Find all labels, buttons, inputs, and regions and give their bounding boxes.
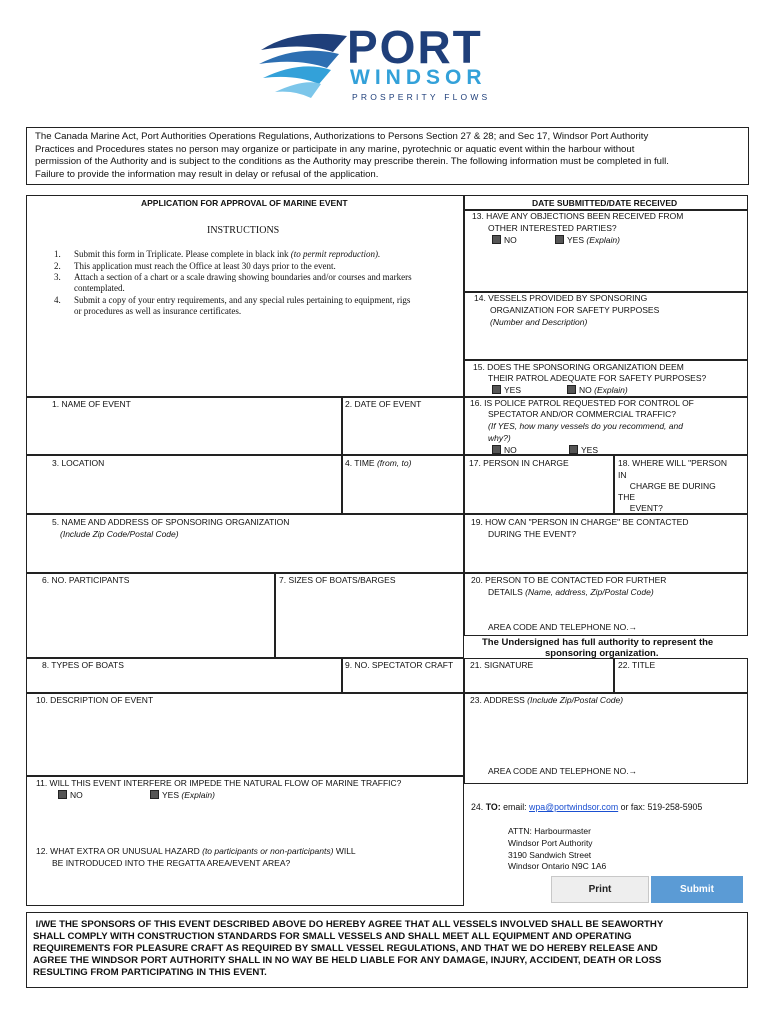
- f15-no-checkbox[interactable]: [567, 385, 576, 394]
- f11-no-option[interactable]: [58, 790, 83, 802]
- field-label: 2. DATE OF EVENT: [345, 399, 422, 409]
- field-label: [36, 846, 356, 858]
- f15-no-explain: (Explain): [594, 385, 628, 395]
- f13-no-option[interactable]: [492, 235, 517, 247]
- field-label: THE: [618, 492, 635, 502]
- field-label: 18. WHERE WILL "PERSON: [618, 458, 727, 468]
- instruction-text: Submit a copy of your entry requirements, and any special rules pertaining to equipment, rigs: [74, 295, 411, 305]
- declaration-line: RESULTING FROM PARTICIPATING IN THIS EVENT.: [33, 967, 267, 978]
- field-label-main: DETAILS: [488, 587, 526, 597]
- field-24-number: 24.: [471, 802, 486, 812]
- f13-yes-checkbox[interactable]: [555, 235, 564, 244]
- date-submitted-header: DATE SUBMITTED/DATE RECEIVED: [532, 198, 678, 208]
- f11-no-checkbox[interactable]: [58, 790, 67, 799]
- field-label-italic: (Name, address, Zip/Postal Code): [525, 587, 654, 597]
- logo-tagline: PROSPERITY FLOWS: [352, 92, 491, 102]
- f16-no-label: NO: [504, 445, 517, 455]
- f13-no-label: NO: [504, 235, 517, 245]
- field-label: CHARGE BE DURING: [618, 481, 716, 491]
- field-label: BE INTRODUCED INTO THE REGATTA AREA/EVENT AREA?: [52, 858, 291, 868]
- field-label: SPECTATOR AND/OR COMMERCIAL TRAFFIC?: [488, 409, 676, 419]
- field-label: DURING THE EVENT?: [488, 529, 577, 539]
- f15-yes-option[interactable]: [492, 385, 521, 397]
- instruction-num: 2.: [54, 261, 61, 271]
- field-label: ORGANIZATION FOR SAFETY PURPOSES: [490, 305, 660, 315]
- declaration-line: REQUIREMENTS FOR PLEASURE CRAFT AS REQUIRED BY SMALL VESSEL REGULATIONS, AND THAT WE DO HEREBY RELEASE AND: [33, 943, 658, 954]
- field-label-main: 12. WHAT EXTRA OR UNUSUAL HAZARD: [36, 846, 203, 856]
- instruction-text: or procedures as well as insurance certificates.: [74, 306, 242, 316]
- intro-line: permission of the Authority and is subject to the conditions as the Authority may prescribe therein. The following information must be completed in full.: [35, 156, 669, 168]
- intro-line: The Canada Marine Act, Port Authorities Operations Regulations, Authorizations to Persons Section 27 & 28; and Sec 17, Windsor Port Authority: [35, 131, 649, 142]
- f11-yes-option[interactable]: [150, 790, 215, 802]
- field-label: 10. DESCRIPTION OF EVENT: [36, 695, 154, 705]
- field-label: 9. NO. SPECTATOR CRAFT: [345, 660, 454, 670]
- instruction-text-italic: (to permit reproduction).: [290, 249, 381, 259]
- field-11-marine-traffic: [26, 776, 464, 906]
- instruction-num: 4.: [54, 295, 61, 305]
- field-label: 5. NAME AND ADDRESS OF SPONSORING ORGANIZATION: [52, 517, 290, 527]
- f11-yes-checkbox[interactable]: [150, 790, 159, 799]
- f13-yes-explain: (Explain): [586, 235, 620, 245]
- field-label: 13. HAVE ANY OBJECTIONS BEEN RECEIVED FROM: [472, 211, 684, 221]
- field-label-main: WILL: [333, 846, 356, 856]
- f13-yes-option[interactable]: [555, 235, 620, 247]
- f11-yes-explain: (Explain): [181, 790, 215, 800]
- address-line: Windsor Port Authority: [508, 838, 593, 848]
- f16-yes-checkbox[interactable]: [569, 445, 578, 454]
- field-label-main: 23. ADDRESS: [470, 695, 528, 705]
- address-line: Windsor Ontario N9C 1A6: [508, 861, 607, 871]
- email-link[interactable]: wpa@portwindsor.com: [529, 802, 619, 812]
- f15-yes-checkbox[interactable]: [492, 385, 501, 394]
- field-label: 19. HOW CAN "PERSON IN CHARGE" BE CONTACTED: [471, 517, 689, 527]
- field-label: THEIR PATROL ADEQUATE FOR SAFETY PURPOSES?: [488, 373, 707, 383]
- declaration-line: I/WE THE SPONSORS OF THIS EVENT DESCRIBED ABOVE DO HEREBY AGREE THAT ALL VESSELS INVOLVED SHALL BE SEAWORTHY: [33, 919, 664, 930]
- instruction-text-main: Submit this form in Triplicate. Please complete in black ink: [74, 249, 291, 259]
- email-label: email:: [500, 802, 530, 812]
- field-label: 14. VESSELS PROVIDED BY SPONSORING: [474, 293, 648, 303]
- f15-yes-label: YES: [504, 385, 522, 395]
- instruction-num: 3.: [54, 272, 61, 282]
- print-button[interactable]: Print: [551, 876, 649, 903]
- f15-no-label: NO: [579, 385, 595, 395]
- field-24-to: TO:: [485, 802, 501, 812]
- field-label: 8. TYPES OF BOATS: [42, 660, 124, 670]
- declaration-line: SHALL COMPLY WITH CONSTRUCTION STANDARDS FOR SMALL VESSELS AND SHALL MEET ALL EQUIPMENT AND OPERATING: [33, 931, 632, 942]
- field-label: 1. NAME OF EVENT: [52, 399, 131, 409]
- intro-line: Failure to provide the information may result in delay or refusal of the application.: [35, 168, 379, 180]
- authority-statement: The Undersigned has full authority to represent the: [482, 637, 714, 648]
- field-label: 16. IS POLICE PATROL REQUESTED FOR CONTROL OF: [470, 398, 694, 408]
- field-label: 21. SIGNATURE: [470, 660, 534, 670]
- f15-no-option[interactable]: [567, 385, 628, 397]
- field-label-italic: why?): [488, 433, 511, 443]
- instructions-title: INSTRUCTIONS: [207, 225, 280, 236]
- logo-word-windsor: WINDSOR: [350, 66, 487, 89]
- field-label: 15. DOES THE SPONSORING ORGANIZATION DEEM: [473, 362, 684, 372]
- f13-yes-label: YES: [567, 235, 587, 245]
- f13-no-checkbox[interactable]: [492, 235, 501, 244]
- field-label: IN: [618, 470, 627, 480]
- address-line: 3190 Sandwich Street: [508, 850, 592, 860]
- f11-no-label: NO: [70, 790, 83, 800]
- intro-paragraph: [26, 127, 749, 185]
- submit-button[interactable]: Submit: [651, 876, 743, 903]
- field-label: [470, 695, 623, 707]
- fax-number: or fax: 519-258-5905: [618, 802, 703, 812]
- instruction-text: [74, 249, 380, 261]
- field-label: 6. NO. PARTICIPANTS: [42, 575, 130, 585]
- f16-yes-label: YES: [581, 445, 599, 455]
- field-label-italic: (Number and Description): [490, 317, 588, 327]
- field-label: EVENT?: [618, 503, 663, 513]
- f16-no-checkbox[interactable]: [492, 445, 501, 454]
- intro-line: Practices and Procedures states no person may organize or participate in any marine, pyrotechnic or aquatic event within the harbour without: [35, 143, 635, 155]
- instruction-text: This application must reach the Office at least 30 days prior to the event.: [74, 261, 336, 271]
- instruction-text: Attach a section of a chart or a scale drawing showing boundaries and/or courses and markers: [74, 272, 412, 282]
- field-label: AREA CODE AND TELEPHONE NO.→: [488, 766, 638, 776]
- field-label: 7. SIZES OF BOATS/BARGES: [279, 575, 396, 585]
- field-label-italic: (to participants or non-participants): [202, 846, 334, 856]
- port-windsor-logo: [255, 22, 525, 104]
- authority-statement: sponsoring organization.: [545, 648, 659, 659]
- field-label: 17. PERSON IN CHARGE: [469, 458, 569, 468]
- instruction-text: contemplated.: [74, 283, 125, 293]
- field-label: AREA CODE AND TELEPHONE NO.→: [488, 622, 638, 632]
- field-label: [345, 458, 411, 470]
- logo-waves-icon: [255, 22, 355, 104]
- declaration-line: AGREE THE WINDSOR PORT AUTHORITY SHALL IN NO WAY BE HELD LIABLE FOR ANY DAMAGE, INJURY, ACCIDENT, DEATH OR LOSS: [33, 955, 662, 966]
- field-label-italic: (Include Zip/Postal Code): [527, 695, 624, 705]
- field-label: 3. LOCATION: [52, 458, 105, 468]
- field-label-italic: (If YES, how many vessels do you recommend, and: [488, 421, 683, 431]
- address-line: ATTN: Harbourmaster: [508, 826, 591, 836]
- field-label: 11. WILL THIS EVENT INTERFERE OR IMPEDE THE NATURAL FLOW OF MARINE TRAFFIC?: [36, 778, 402, 788]
- field-label-italic: (from, to): [376, 458, 412, 468]
- logo-word-port: PORT: [347, 21, 483, 73]
- instruction-num: 1.: [54, 249, 61, 259]
- f11-yes-label: YES: [162, 790, 182, 800]
- submit-to-line: [471, 802, 702, 814]
- field-label-main: 4. TIME: [345, 458, 377, 468]
- field-label: 20. PERSON TO BE CONTACTED FOR FURTHER: [471, 575, 667, 585]
- application-header: APPLICATION FOR APPROVAL OF MARINE EVENT: [141, 198, 348, 208]
- field-label: 22. TITLE: [618, 660, 656, 670]
- field-label-italic: (Include Zip Code/Postal Code): [60, 529, 179, 539]
- field-label: OTHER INTERESTED PARTIES?: [488, 223, 617, 233]
- field-label: [488, 587, 654, 599]
